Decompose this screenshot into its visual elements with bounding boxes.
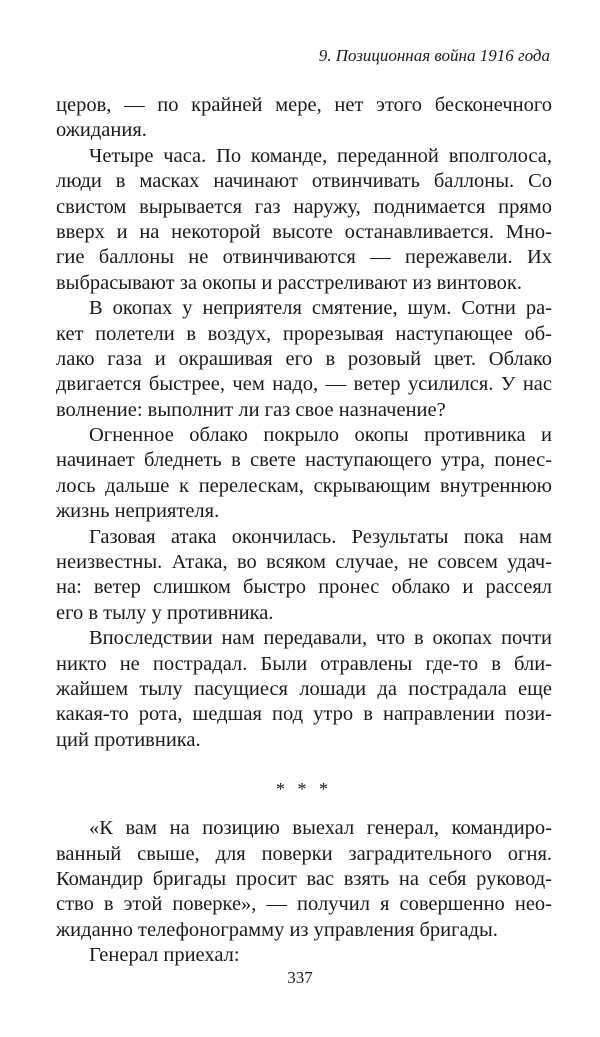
text-line: никто не пострадал. Были отравлены где-то в бли- [56,652,552,675]
text-line: на: ветер слишком быстро пронес облако и рассеял [56,576,552,599]
text-line: начинает бледнеть в свете наступающего утра, понес- [56,449,552,472]
text-line: свистом вырывается газ наружу, поднимается прямо [56,195,552,218]
text-line: ций противника. [56,728,201,751]
text-line: Командир бригады просит вас взять на себя руковод- [56,867,552,890]
text-line: какая-то рота, шедшая под утро в направлении пози- [56,703,552,726]
text-line: ство в этой поверке», — получил я совершенно нео- [56,893,552,916]
paragraph [56,525,552,627]
paragraph [56,816,552,943]
paragraph [56,626,552,753]
paragraph [56,93,552,144]
text-line: неизвестны. Атака, во всяком случае, не совсем удач- [56,551,552,574]
text-line: гие баллоны не отвинчиваются — пережавели. Их [56,246,552,269]
text-line: Четыре часа. По команде, переданной вполголоса, [89,144,552,167]
text-after-separator [56,816,552,968]
text-line: кет полетели в воздух, прорезывая наступающее об- [56,322,552,345]
text-line: жиданно телефонограмму из управления бригады. [56,918,498,941]
text-line: лако газа и окрашивая его в розовый цвет. Облако [56,347,552,370]
page-number: 337 [287,968,313,987]
text-line: «К вам на позицию выехал генерал, командиро- [89,817,552,840]
text-line: Газовая атака окончилась. Результаты пока нам [89,525,552,548]
text-before-separator [56,93,552,753]
text-line: В окопах у неприятеля смятение, шум. Сотни ра- [89,297,552,320]
paragraph [56,144,552,296]
section-separator: * * * [276,779,332,800]
text-line: ожидания. [56,119,147,142]
text-line: церов, — по крайней мере, нет этого бесконечного [56,94,552,116]
text-line: люди в масках начинают отвинчивать баллоны. Со [56,170,552,193]
text-line: лось дальше к перелескам, скрывающим внутреннюю [56,474,552,497]
paragraph [56,423,552,525]
text-line: Впоследствии нам передавали, что в окопах почти [89,627,552,650]
paragraph [56,296,552,423]
paragraph [56,943,552,968]
text-line: ванный свыше, для поверки заградительного огня. [56,842,552,865]
text-line: Генерал приехал: [89,944,240,967]
text-line: Огненное облако покрыло окопы противника и [89,424,552,447]
text-line: его в тылу у противника. [56,601,274,624]
text-line: жизнь неприятеля. [56,500,220,523]
text-line: волнение: выполнит ли газ свое назначение? [56,398,446,421]
text-line: жайшем тылу пасущиеся лошади да пострадала еще [56,677,552,700]
text-line: вверх и на некоторой высоте останавливается. Мно- [56,220,552,243]
text-line: выбрасывают за окопы и расстреливают из винтовок. [56,271,523,294]
body-text [56,93,552,969]
text-line: двигается быстрее, чем надо, — ветер усилился. У нас [56,373,552,396]
running-head: 9. Позиционная война 1916 года [318,46,550,65]
